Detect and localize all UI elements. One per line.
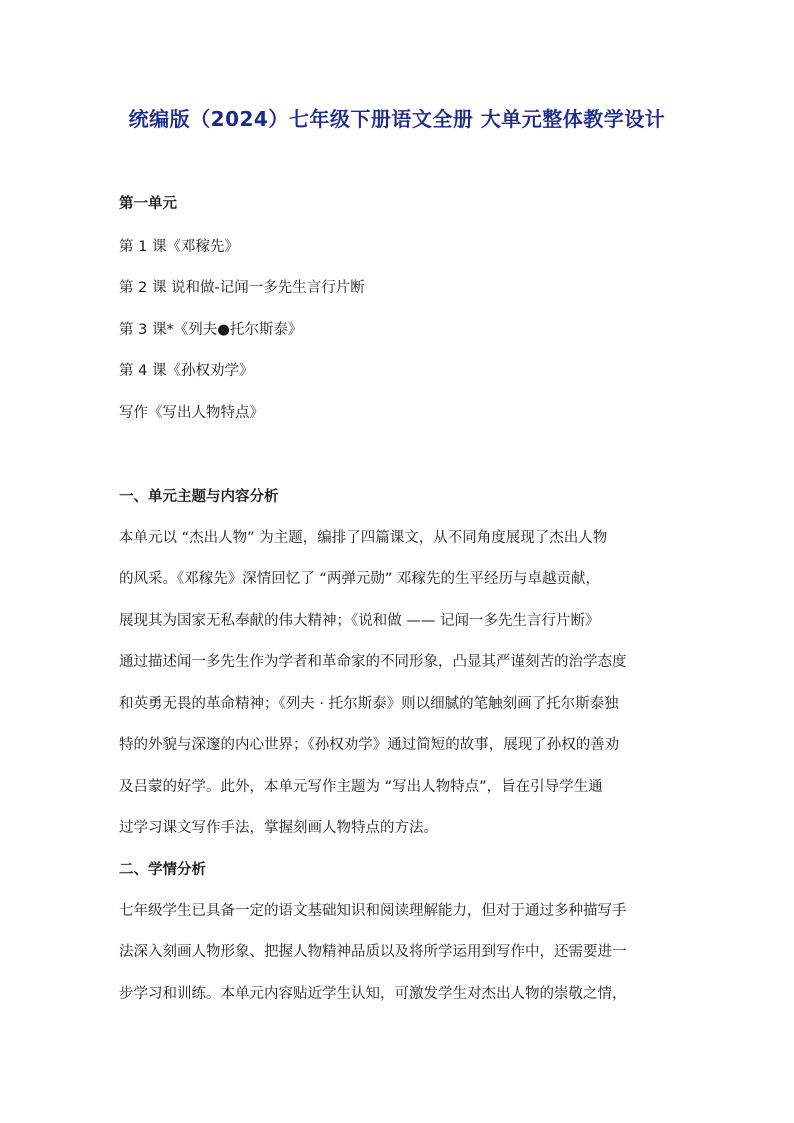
paragraph-line: 特的外貌与深邃的内心世界；《孙权劝学》通过简短的故事，展现了孙权的善劝 <box>119 737 620 753</box>
section-heading-unit-theme: 一、单元主题与内容分析 <box>119 489 279 505</box>
paragraph-line: 步学习和训练。本单元内容贴近学生认知，可激发学生对杰出人物的崇敬之情， <box>119 986 627 1002</box>
paragraph-line: 和英勇无畏的革命精神；《列夫 · 托尔斯泰》则以细腻的笔触刻画了托尔斯泰独 <box>119 696 619 712</box>
document-title: 统编版（2024）七年级下册语文全册 大单元整体教学设计 <box>128 107 666 131</box>
unit-heading: 第一单元 <box>119 196 177 212</box>
lesson-item: 第 4 课《孙权劝学》 <box>119 363 254 379</box>
paragraph-line: 通过描述闻一多先生作为学者和革命家的不同形象，凸显其严谨刻苦的治学态度 <box>119 654 627 670</box>
lesson-item: 第 3 课*《列夫●托尔斯泰》 <box>119 322 303 338</box>
paragraph-line: 七年级学生已具备一定的语文基础知识和阅读理解能力，但对于通过多种描写手 <box>119 903 627 919</box>
paragraph-line: 及吕蒙的好学。此外，本单元写作主题为 “写出人物特点”，旨在引导学生通 <box>119 779 603 795</box>
paragraph-line: 法深入刻画人物形象、把握人物精神品质以及将所学运用到写作中，还需要进一 <box>119 944 627 960</box>
paragraph-line: 展现其为国家无私奉献的伟大精神；《说和做 —— 记闻一多先生言行片断》 <box>119 613 600 629</box>
paragraph-line: 过学习课文写作手法，掌握刻画人物特点的方法。 <box>119 820 438 836</box>
section-heading-student-analysis: 二、学情分析 <box>119 862 206 878</box>
writing-item: 写作《写出人物特点》 <box>119 405 264 421</box>
paragraph-line: 的风采。《邓稼先》深情回忆了 “两弹元勋” 邓稼先的生平经历与卓越贡献， <box>119 571 600 587</box>
paragraph-line: 本单元以 “杰出人物” 为主题，编排了四篇课文，从不同角度展现了杰出人物 <box>119 530 608 546</box>
lesson-item: 第 2 课 说和做-记闻一多先生言行片断 <box>119 280 365 296</box>
lesson-item: 第 1 课《邓稼先》 <box>119 239 239 255</box>
